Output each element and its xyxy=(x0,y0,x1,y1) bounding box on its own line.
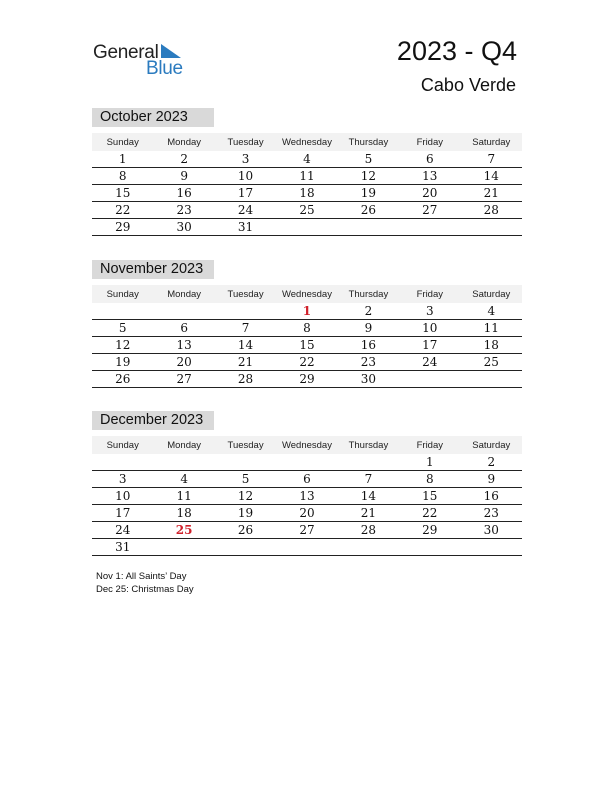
week-row xyxy=(92,505,522,522)
week-row xyxy=(92,185,522,202)
day-cell xyxy=(399,539,460,556)
weekday-header: Tuesday xyxy=(215,285,276,303)
day-cell: 2 xyxy=(153,151,214,168)
weekday-header: Sunday xyxy=(92,285,153,303)
weekday-header: Sunday xyxy=(92,133,153,151)
holiday-note: Nov 1: All Saints’ Day xyxy=(96,571,187,582)
weekday-header: Saturday xyxy=(461,436,522,454)
day-cell: 12 xyxy=(215,488,276,505)
weekday-header: Monday xyxy=(153,436,214,454)
day-cell: 24 xyxy=(215,202,276,219)
day-cell: 5 xyxy=(338,151,399,168)
weekday-header: Tuesday xyxy=(215,436,276,454)
weekday-header: Saturday xyxy=(461,133,522,151)
month-label: December 2023 xyxy=(92,411,214,430)
day-cell: 28 xyxy=(461,202,522,219)
logo-general-text: General xyxy=(93,42,159,63)
day-cell: 24 xyxy=(92,522,153,539)
day-cell: 8 xyxy=(92,168,153,185)
weekday-header: Wednesday xyxy=(276,436,337,454)
day-cell: 20 xyxy=(399,185,460,202)
day-cell xyxy=(338,539,399,556)
day-cell: 31 xyxy=(215,219,276,236)
week-row xyxy=(92,488,522,505)
day-cell: 7 xyxy=(215,320,276,337)
day-cell: 29 xyxy=(399,522,460,539)
holiday-day-cell: 25 xyxy=(153,522,214,539)
day-cell: 6 xyxy=(153,320,214,337)
day-cell: 26 xyxy=(338,202,399,219)
day-cell: 21 xyxy=(338,505,399,522)
day-cell: 9 xyxy=(338,320,399,337)
day-cell: 5 xyxy=(92,320,153,337)
day-cell xyxy=(276,219,337,236)
month-december xyxy=(92,411,522,556)
day-cell xyxy=(215,303,276,320)
day-cell: 9 xyxy=(153,168,214,185)
day-cell: 21 xyxy=(215,354,276,371)
holiday-day-cell: 1 xyxy=(276,303,337,320)
weekday-header: Thursday xyxy=(338,285,399,303)
day-cell: 7 xyxy=(461,151,522,168)
day-cell: 10 xyxy=(92,488,153,505)
calendar-grid xyxy=(92,285,522,388)
day-cell: 23 xyxy=(461,505,522,522)
day-cell: 2 xyxy=(338,303,399,320)
week-row xyxy=(92,303,522,320)
day-cell xyxy=(276,454,337,471)
weekday-header-row xyxy=(92,285,522,303)
day-cell: 6 xyxy=(399,151,460,168)
day-cell: 4 xyxy=(461,303,522,320)
day-cell: 10 xyxy=(399,320,460,337)
day-cell: 12 xyxy=(338,168,399,185)
day-cell: 9 xyxy=(461,471,522,488)
day-cell: 14 xyxy=(215,337,276,354)
day-cell: 28 xyxy=(215,371,276,388)
day-cell: 25 xyxy=(276,202,337,219)
day-cell xyxy=(461,219,522,236)
week-row xyxy=(92,539,522,556)
day-cell: 20 xyxy=(276,505,337,522)
day-cell xyxy=(461,539,522,556)
week-row xyxy=(92,202,522,219)
day-cell: 23 xyxy=(153,202,214,219)
day-cell xyxy=(92,454,153,471)
day-cell: 18 xyxy=(153,505,214,522)
holiday-notes xyxy=(96,570,194,596)
day-cell: 17 xyxy=(215,185,276,202)
day-cell xyxy=(399,371,460,388)
week-row xyxy=(92,454,522,471)
day-cell: 4 xyxy=(153,471,214,488)
day-cell: 31 xyxy=(92,539,153,556)
day-cell xyxy=(92,303,153,320)
logo-blue-text: Blue xyxy=(146,58,183,79)
week-row xyxy=(92,337,522,354)
day-cell: 29 xyxy=(276,371,337,388)
day-cell: 14 xyxy=(461,168,522,185)
weekday-header: Thursday xyxy=(338,133,399,151)
day-cell: 17 xyxy=(92,505,153,522)
day-cell: 3 xyxy=(399,303,460,320)
day-cell: 15 xyxy=(92,185,153,202)
day-cell: 3 xyxy=(92,471,153,488)
calendar-grid xyxy=(92,133,522,236)
day-cell: 13 xyxy=(276,488,337,505)
weekday-header-row xyxy=(92,133,522,151)
day-cell: 25 xyxy=(461,354,522,371)
week-row xyxy=(92,471,522,488)
weekday-header-row xyxy=(92,436,522,454)
day-cell: 11 xyxy=(276,168,337,185)
weekday-header: Tuesday xyxy=(215,133,276,151)
calendar-grid xyxy=(92,436,522,556)
day-cell: 21 xyxy=(461,185,522,202)
day-cell: 30 xyxy=(338,371,399,388)
day-cell: 27 xyxy=(276,522,337,539)
day-cell: 30 xyxy=(153,219,214,236)
weekday-header: Friday xyxy=(399,436,460,454)
day-cell: 11 xyxy=(153,488,214,505)
day-cell: 29 xyxy=(92,219,153,236)
day-cell: 1 xyxy=(399,454,460,471)
day-cell: 16 xyxy=(338,337,399,354)
day-cell: 22 xyxy=(92,202,153,219)
day-cell xyxy=(153,454,214,471)
day-cell: 30 xyxy=(461,522,522,539)
day-cell: 1 xyxy=(92,151,153,168)
page-title: 2023 - Q4 xyxy=(396,36,517,66)
weekday-header: Saturday xyxy=(461,285,522,303)
weekday-header: Wednesday xyxy=(276,285,337,303)
day-cell xyxy=(276,539,337,556)
week-row xyxy=(92,522,522,539)
country-name: Cabo Verde xyxy=(420,75,516,95)
day-cell xyxy=(338,454,399,471)
weekday-header: Thursday xyxy=(338,436,399,454)
day-cell: 27 xyxy=(153,371,214,388)
day-cell: 7 xyxy=(338,471,399,488)
day-cell: 5 xyxy=(215,471,276,488)
day-cell: 17 xyxy=(399,337,460,354)
weekday-header: Monday xyxy=(153,285,214,303)
weekday-header: Friday xyxy=(399,285,460,303)
day-cell: 18 xyxy=(276,185,337,202)
day-cell: 3 xyxy=(215,151,276,168)
day-cell: 20 xyxy=(153,354,214,371)
day-cell xyxy=(461,371,522,388)
day-cell: 8 xyxy=(399,471,460,488)
day-cell: 24 xyxy=(399,354,460,371)
day-cell: 22 xyxy=(276,354,337,371)
day-cell xyxy=(215,539,276,556)
logo xyxy=(93,42,203,82)
day-cell: 26 xyxy=(215,522,276,539)
day-cell: 8 xyxy=(276,320,337,337)
day-cell: 10 xyxy=(215,168,276,185)
month-label: November 2023 xyxy=(92,260,214,279)
holiday-note: Dec 25: Christmas Day xyxy=(96,584,194,595)
day-cell: 12 xyxy=(92,337,153,354)
day-cell: 14 xyxy=(338,488,399,505)
day-cell xyxy=(215,454,276,471)
weekday-header: Friday xyxy=(399,133,460,151)
day-cell: 28 xyxy=(338,522,399,539)
week-row xyxy=(92,371,522,388)
month-label: October 2023 xyxy=(92,108,214,127)
day-cell: 4 xyxy=(276,151,337,168)
month-october xyxy=(92,108,522,236)
day-cell: 15 xyxy=(399,488,460,505)
day-cell xyxy=(399,219,460,236)
day-cell: 15 xyxy=(276,337,337,354)
day-cell: 16 xyxy=(461,488,522,505)
day-cell: 11 xyxy=(461,320,522,337)
day-cell: 19 xyxy=(92,354,153,371)
day-cell: 19 xyxy=(338,185,399,202)
day-cell: 13 xyxy=(399,168,460,185)
week-row xyxy=(92,219,522,236)
day-cell: 18 xyxy=(461,337,522,354)
day-cell: 13 xyxy=(153,337,214,354)
week-row xyxy=(92,151,522,168)
weekday-header: Monday xyxy=(153,133,214,151)
day-cell: 2 xyxy=(461,454,522,471)
week-row xyxy=(92,168,522,185)
weekday-header: Wednesday xyxy=(276,133,337,151)
day-cell: 23 xyxy=(338,354,399,371)
day-cell xyxy=(153,539,214,556)
day-cell xyxy=(153,303,214,320)
day-cell: 16 xyxy=(153,185,214,202)
day-cell: 6 xyxy=(276,471,337,488)
day-cell: 19 xyxy=(215,505,276,522)
week-row xyxy=(92,320,522,337)
day-cell xyxy=(338,219,399,236)
day-cell: 27 xyxy=(399,202,460,219)
day-cell: 26 xyxy=(92,371,153,388)
day-cell: 22 xyxy=(399,505,460,522)
month-november xyxy=(92,260,522,388)
weekday-header: Sunday xyxy=(92,436,153,454)
week-row xyxy=(92,354,522,371)
